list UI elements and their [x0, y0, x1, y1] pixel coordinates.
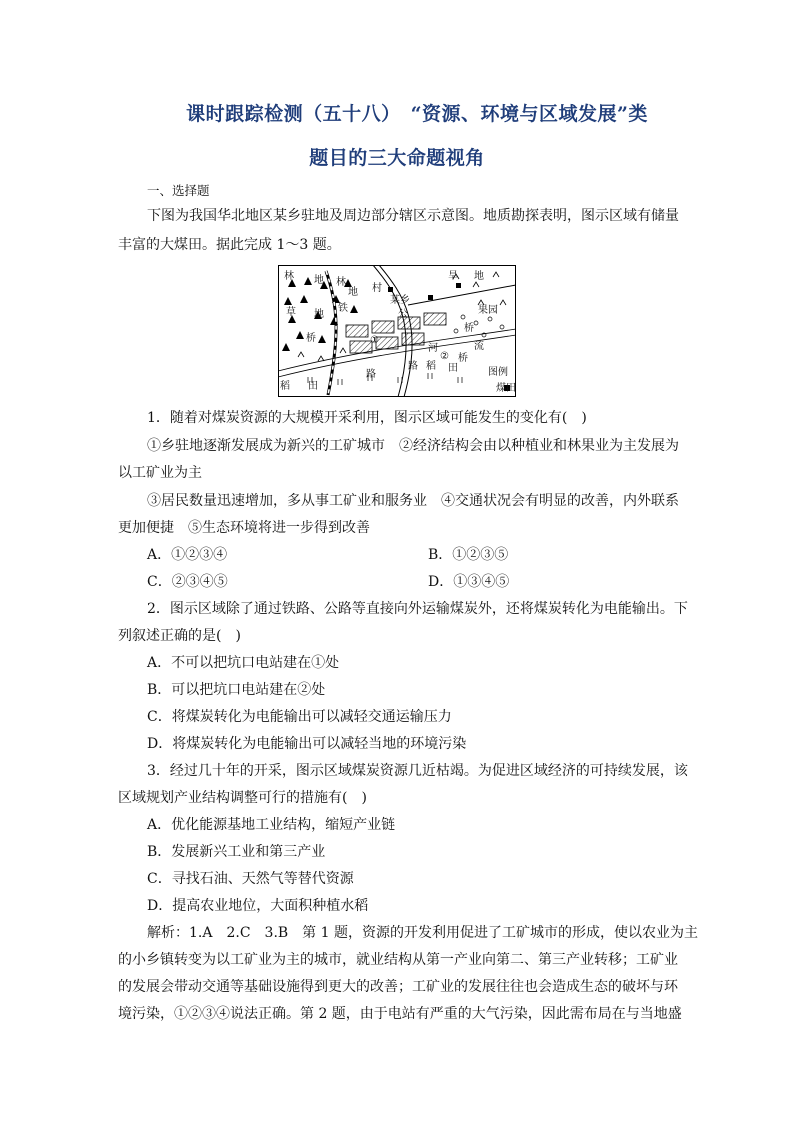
region-map [278, 265, 516, 397]
q1-line-4: 更加便捷 ⑤生态环境将进一步得到改善 [118, 520, 370, 536]
map-label: 某乡 [390, 295, 410, 306]
analysis-line-4: 境污染，①②③④说法正确。第 2 题，由于电站有严重的大气污染，因此需布局在与当地盛 [118, 1006, 682, 1022]
map-label: 林 [336, 277, 346, 288]
q3-stem-1: 3．经过几十年的开采，图示区域煤炭资源几近枯竭。为促进区域经济的可持续发展，该 [147, 763, 688, 779]
map-label: 河 [428, 343, 438, 354]
map-label: 地 [474, 271, 484, 282]
analysis-line-1: 解析：1.A 2.C 3.B 第 1 题，资源的开发利用促进了工矿城市的形成，使以农业为主 [147, 925, 698, 941]
q2-option-a[interactable]: A．不可以把坑口电站建在①处 [147, 655, 340, 671]
q1-stem: 1．随着对煤炭资源的大规模开采利用，图示区域可能发生的变化有( ) [147, 410, 587, 426]
q1-line-1: ①乡驻地逐渐发展成为新兴的工矿城市 ②经济结构会由以种植业和林果业为主发展为 [147, 438, 679, 454]
q2-option-d[interactable]: D．将煤炭转化为电能输出可以减轻当地的环境污染 [147, 736, 467, 752]
q2-option-c[interactable]: C．将煤炭转化为电能输出可以减轻交通运输压力 [147, 709, 452, 725]
map-label: 草 [286, 307, 296, 318]
map-label: 村 [372, 283, 382, 294]
map-label: 旱 [448, 271, 458, 282]
q3-option-c[interactable]: C．寻找石油、天然气等替代资源 [147, 871, 354, 887]
map-label: 路 [366, 369, 376, 380]
q1-line-3: ③居民数量迅速增加，多从事工矿业和服务业 ④交通状况会有明显的改善，内外联系 [147, 493, 679, 509]
q2-stem-1: 2．图示区域除了通过铁路、公路等直接向外运输煤炭外，还将煤炭转化为电能输出。下 [147, 601, 688, 617]
page-title-line-1: 课时跟踪检测（五十八） “资源、环境与区域发展”类 [186, 103, 648, 125]
q1-option-d[interactable]: D．①③④⑤ [428, 574, 510, 590]
map-label: 果园 [478, 305, 498, 316]
map-label: 地 [314, 309, 324, 320]
analysis-line-3: 的发展会带动交通等基础设施得到更大的改善；工矿业的发展往往也会造成生态的破坏与环 [118, 979, 678, 995]
map-legend-title: 图例 [488, 367, 508, 378]
map-label: ② [440, 351, 449, 362]
analysis-line-2: 的小乡镇转变为以工矿业为主的城市，就业结构从第一产业向第二、第三产业转移；工矿业 [118, 952, 678, 968]
map-label: 田 [448, 363, 458, 374]
q1-option-c[interactable]: C．②③④⑤ [147, 574, 228, 590]
page-title-line-2: 题目的三大命题视角 [309, 147, 485, 169]
map-label: 田 [308, 381, 318, 392]
map-label: 桥 [458, 353, 468, 364]
map-label: 地 [314, 275, 324, 286]
q3-option-d[interactable]: D．提高农业地位，大面积种植水稻 [147, 898, 369, 914]
map-label: 路 [408, 361, 418, 372]
map-label: 铁 [338, 303, 348, 314]
map-label: 桥 [464, 323, 474, 334]
q1-option-b[interactable]: B．①②③⑤ [428, 547, 509, 563]
q3-stem-2: 区域规划产业结构调整可行的措施有( ) [118, 790, 367, 806]
map-label: 公 [398, 309, 408, 320]
map-label: 稻 [426, 361, 436, 372]
q1-line-2: 以工矿业为主 [118, 465, 202, 481]
q2-option-b[interactable]: B．可以把坑口电站建在②处 [147, 682, 326, 698]
map-label: 地 [348, 287, 358, 298]
map-label: 林 [284, 271, 294, 282]
map-label: ① [370, 335, 379, 346]
map-label: 流 [474, 341, 484, 352]
q3-option-b[interactable]: B．发展新兴工业和第三产业 [147, 844, 326, 860]
intro-line-2: 丰富的大煤田。据此完成 1～3 题。 [118, 237, 341, 253]
map-label: 稻 [280, 381, 290, 392]
q2-stem-2: 列叙述正确的是( ) [118, 628, 241, 644]
q3-option-a[interactable]: A．优化能源基地工业结构，缩短产业链 [147, 817, 396, 833]
q1-option-a[interactable]: A．①②③④ [147, 547, 228, 563]
map-legend-coal: 煤田 [496, 383, 516, 394]
section-heading: 一、选择题 [147, 183, 210, 198]
intro-line-1: 下图为我国华北地区某乡驻地及周边部分辖区示意图。地质勘探表明，图示区域有储量 [147, 208, 679, 224]
map-label: 桥 [306, 333, 316, 344]
